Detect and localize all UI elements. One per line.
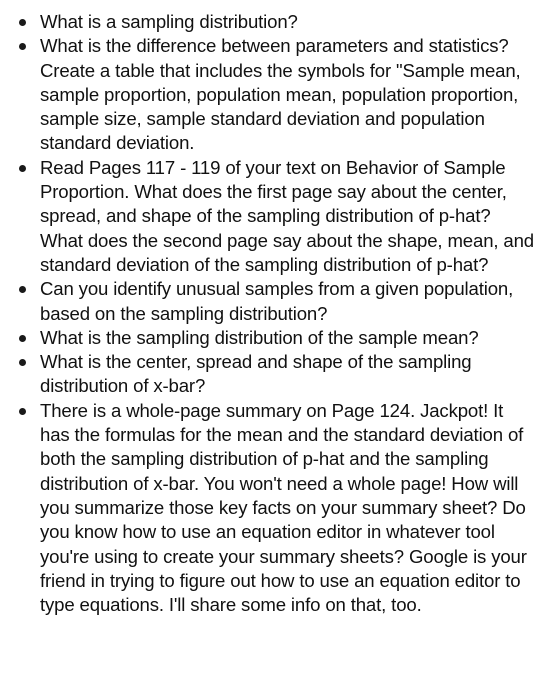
list-item-text: Can you identify unusual samples from a given population, based on the sampling distribution? (40, 278, 514, 324)
list-item-text: There is a whole-page summary on Page 124. Jackpot! It has the formulas for the mean and the standard deviation of both the sampling distribution of p-hat and the sampling distribution of x-bar. You won't need a whole page! How will you summarize those key facts on your summary sheet? Do you know how to use an equation editor in whatever tool you're using to create your summary sheets? Google is your friend in trying to figure out how to use an equation editor to type equations. I'll share some info on that, too. (40, 399, 527, 616)
bullet-icon (19, 408, 26, 415)
list-item (0, 277, 535, 326)
bullet-icon (19, 165, 26, 172)
list-item-text: What is the difference between parameters and statistics? Create a table that includes the symbols for "Sample mean, sample proportion, population mean, population proportion, sample size, sample standard deviation and population standard deviation. (40, 35, 521, 154)
list-item (0, 399, 535, 618)
list-item-text: What is the sampling distribution of the sample mean? (40, 326, 479, 348)
list-item-text: Read Pages 117 - 119 of your text on Behavior of Sample Proportion. What does the first page say about the center, spread, and shape of the sampling distribution of p-hat? What does the second page say about the shape, mean, and standard deviation of the sampling distribution of p-hat? (40, 156, 534, 275)
list-item (0, 34, 535, 155)
list-item (0, 156, 535, 277)
list-item (0, 10, 535, 34)
bullet-icon (19, 19, 26, 26)
bullet-list (0, 10, 535, 617)
bullet-icon (19, 43, 26, 50)
list-item-text: What is the center, spread and shape of the sampling distribution of x-bar? (40, 351, 472, 397)
bullet-icon (19, 286, 26, 293)
list-item (0, 350, 535, 399)
list-item-text: What is a sampling distribution? (40, 11, 298, 32)
bullet-icon (19, 359, 26, 366)
list-item (0, 326, 535, 350)
bullet-icon (19, 335, 26, 342)
